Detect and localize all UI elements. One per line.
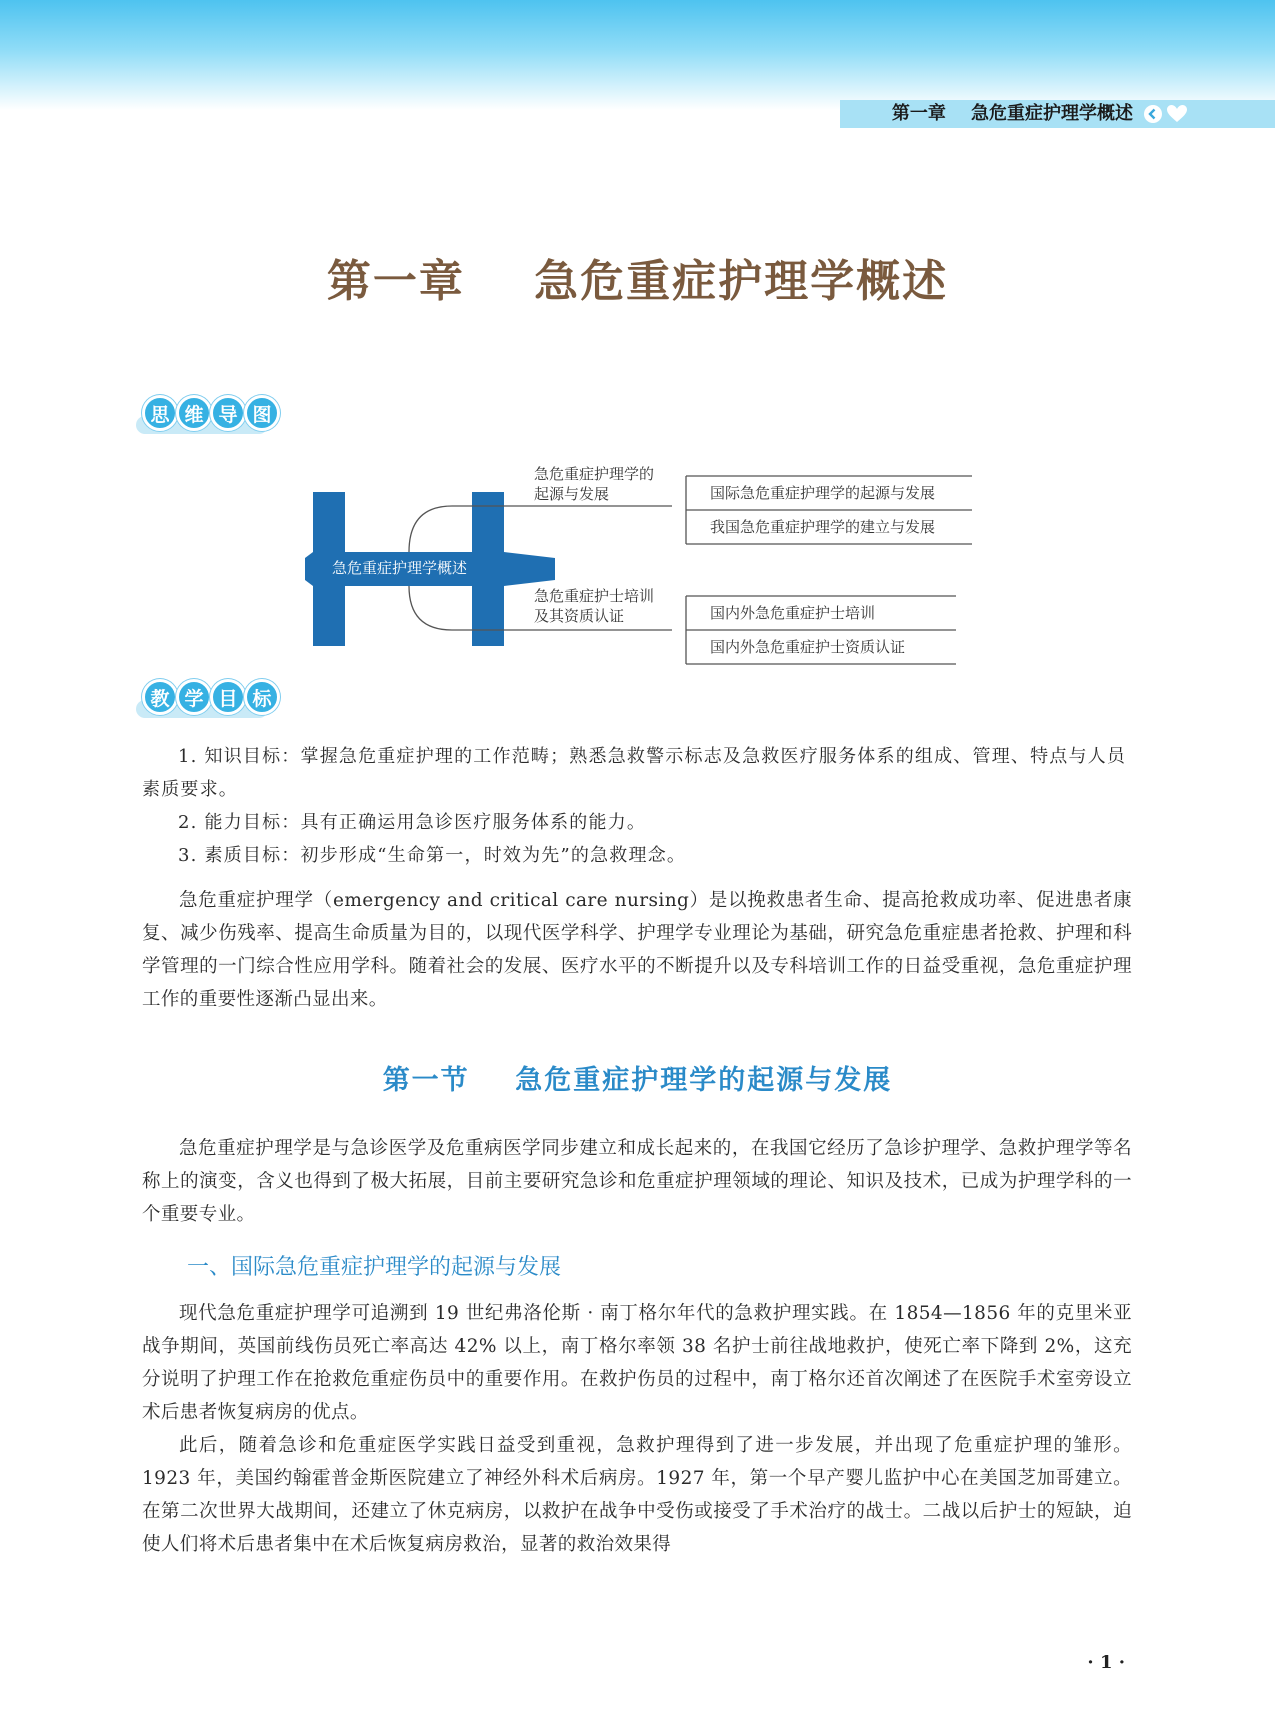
connector-upper (409, 506, 672, 552)
section-intro-paragraph: 急危重症护理学是与急诊医学及危重病医学同步建立和成长起来的，在我国它经历了急诊护理学、急救护理学等名称上的演变，含义也得到了极大拓展，目前主要研究急诊和危重症护理领域的理论、知识及技术，已成为护理学科的一个重要专业。 (142, 1138, 1132, 1225)
badge-char: 标 (244, 679, 280, 715)
objective-item: 3. 素质目标：初步形成“生命第一，时效为先”的急救理念。 (178, 845, 687, 866)
badge-char: 思 (142, 395, 178, 431)
running-header-title: 第一章 急危重症护理学概述 (891, 103, 1133, 124)
badge-char: 教 (142, 679, 178, 715)
mind-map-center-label: 急危重症护理学概述 (332, 559, 468, 577)
teaching-goals-badge (142, 676, 278, 718)
chapter-title: 第一章 急危重症护理学概述 (326, 256, 949, 307)
branch-label: 急危重症护士培训 (534, 587, 655, 605)
leaf-label: 我国急危重症护理学的建立与发展 (710, 518, 936, 536)
branch-label: 起源与发展 (534, 485, 610, 503)
leaf-label: 国际急危重症护理学的起源与发展 (710, 484, 936, 502)
body-paragraph: 此后，随着急诊和危重症医学实践日益受到重视，急救护理得到了进一步发展，并出现了危重症护理的雏形。1923 年，美国约翰霍普金斯医院建立了神经外科术后病房。1927 年，第一个早产婴儿监护中心在美国芝加哥建立。在第二次世界大战期间，还建立了休克病房，以救护在战争中受伤或接受了手术治疗的战士。二战以后护士的短缺，迫使人们将术后患者集中在术后恢复病房救治，显著的救治效果得 (142, 1435, 1132, 1555)
section-title: 第一节 急危重症护理学的起源与发展 (382, 1065, 893, 1096)
branch-label: 及其资质认证 (534, 607, 625, 625)
subsection-title: 一、国际急危重症护理学的起源与发展 (187, 1255, 562, 1280)
badge-char: 目 (210, 679, 246, 715)
badge-char: 图 (244, 395, 280, 431)
objective-item: 1. 知识目标：掌握急危重症护理的工作范畴；熟悉急救警示标志及急救医疗服务体系的组成、管理、特点与人员素质要求。 (142, 746, 1127, 800)
objective-item: 2. 能力目标：具有正确运用急诊医疗服务体系的能力。 (178, 812, 647, 833)
badge-char: 维 (176, 395, 212, 431)
badge-char: 学 (176, 679, 212, 715)
badge-char: 导 (210, 395, 246, 431)
intro-paragraph: 急危重症护理学（emergency and critical care nursing）是以挽救患者生命、提高抢救成功率、促进患者康复、减少伤残率、提高生命质量为目的，以现代医学科学、护理学专业理论为基础，研究急危重症患者抢救、护理和科学管理的一门综合性应用学科。随着社会的发展、医疗水平的不断提升以及专科培训工作的日益受重视，急危重症护理工作的重要性逐渐凸显出来。 (142, 890, 1132, 1010)
branch-label: 急危重症护理学的 (534, 465, 655, 483)
leaf-label: 国内外急危重症护士培训 (710, 604, 876, 622)
page-number: · 1 · (1087, 1652, 1125, 1673)
body-paragraph: 现代急危重症护理学可追溯到 19 世纪弗洛伦斯 · 南丁格尔年代的急救护理实践。在 1854—1856 年的克里米亚战争期间，英国前线伤员死亡率高达 42% 以上，南丁格尔率领 38 名护士前往战地救护，使死亡率下降到 2%，这充分说明了护理工作在抢救危重症伤员中的重要作用。在救护伤员的过程中，南丁格尔还首次阐述了在医院手术室旁设立术后患者恢复病房的优点。 (142, 1303, 1132, 1423)
leaf-label: 国内外急危重症护士资质认证 (710, 638, 906, 656)
